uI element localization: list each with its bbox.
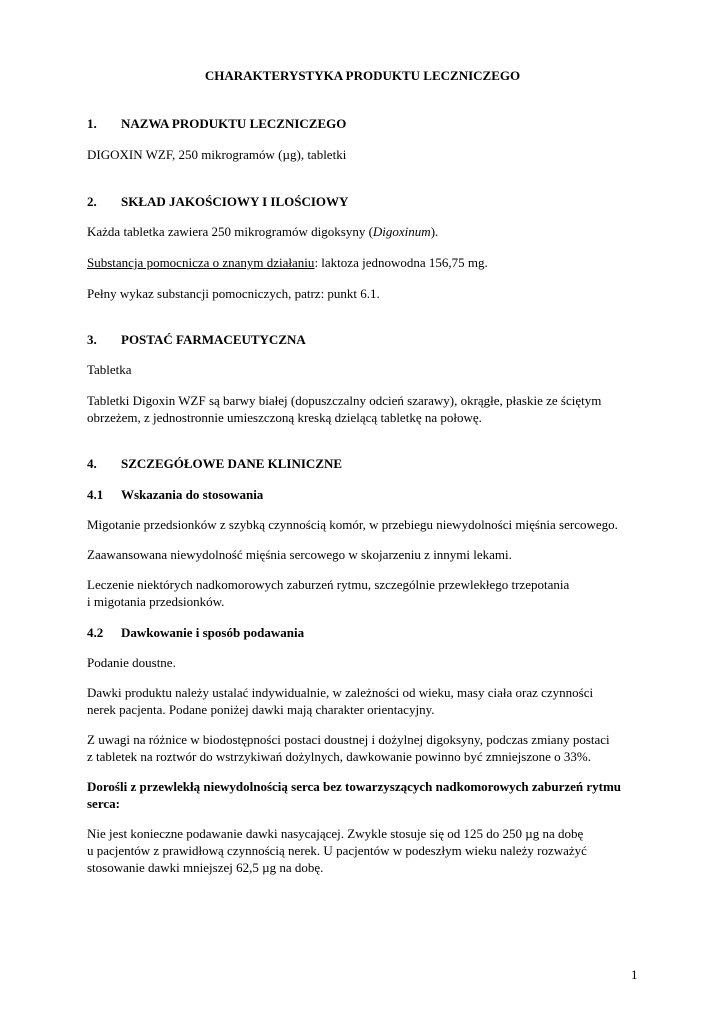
excipient-paragraph [87,254,488,272]
adults-subheading-line-1: Dorośli z przewlekłą niewydolnością serca bez towarzyszących nadkomorowych zaburzeń rytmu [87,779,622,794]
adults-dosing-line-1: Nie jest konieczne podawanie dawki nasycającej. Zwykle stosuje się od 125 do 250 µg na dobę [87,826,584,841]
section-4-2-title: Dawkowanie i sposób podawania [121,625,305,640]
composition-latin-name: Digoxinum [372,224,431,239]
adults-dosing-line-2: u pacjentów z prawidłową czynnością nerek. U pacjentów w podeszłym wieku należy rozważyć [87,843,587,858]
dosing-note-line-1: Dawki produktu należy ustalać indywidualnie, w zależności od wieku, masy ciała oraz czynności [87,685,594,700]
form-description-line-1: Tabletki Digoxin WZF są barwy białej (dopuszczalny odcień szarawy), okrągłe, płaskie ze ściętym [87,393,602,408]
section-2-title: SKŁAD JAKOŚCIOWY I ILOŚCIOWY [121,194,349,209]
section-4-title: SZCZEGÓŁOWE DANE KLINICZNE [121,456,343,471]
adults-subheading-line-2: serca: [87,796,120,811]
indication-3-line-1: Leczenie niektórych nadkomorowych zaburzeń rytmu, szczególnie przewlekłego trzepotania [87,577,570,592]
composition-paragraph [87,223,438,241]
bioavailability-line-2: z tabletek na roztwór do wstrzykiwań dożylnych, dawkowanie powinno być zmniejszone o 33%. [87,749,591,764]
section-3-title: POSTAĆ FARMACEUTYCZNA [121,332,306,347]
section-2-number: 2. [87,194,97,209]
page-number: 1 [631,967,638,982]
excipient-label: Substancja pomocnicza o znanym działaniu [87,255,315,270]
composition-text: Każda tabletka zawiera 250 mikrogramów digoksyny ( [87,224,373,239]
section-3-number: 3. [87,332,97,347]
composition-text-end: ). [430,224,439,239]
section-4-heading [87,455,342,473]
section-2-heading [87,193,348,211]
dosing-note-line-2: nerek pacjenta. Podane poniżej dawki mają charakter orientacyjny. [87,702,435,717]
bioavailability-line-1: Z uwagi na różnice w biodostępności postaci doustnej i dożylnej digoksyny, podczas zmiany postaci [87,732,610,747]
indication-3-line-2: i migotania przedsionków. [87,594,225,609]
section-4-2-heading [87,624,304,642]
form-text: Tabletka [87,362,132,377]
section-1-heading [87,115,346,133]
section-4-1-heading [87,486,263,504]
section-1-title: NAZWA PRODUKTU LECZNICZEGO [121,116,347,131]
section-4-1-title: Wskazania do stosowania [121,487,264,502]
indication-1-text: Migotanie przedsionków z szybką czynnością komór, w przebiegu niewydolności mięśnia sercowego. [87,517,618,532]
document-title: CHARAKTERYSTYKA PRODUKTU LECZNICZEGO [204,68,521,83]
section-1-number: 1. [87,116,97,131]
section-4-1-number: 4.1 [87,487,104,502]
section-4-number: 4. [87,456,97,471]
indication-2-text: Zaawansowana niewydolność mięśnia sercowego w skojarzeniu z innymi lekami. [87,547,512,562]
administration-text: Podanie doustne. [87,655,176,670]
product-name-text: DIGOXIN WZF, 250 mikrogramów (µg), tabletki [87,147,347,162]
form-description-line-2: obrzeżem, z jednostronnie umieszczoną kreską dzielącą tabletkę na połowę. [87,410,482,425]
adults-dosing-line-3: stosowanie dawki mniejszej 62,5 µg na dobę. [87,860,324,875]
excipient-reference-text: Pełny wykaz substancji pomocniczych, patrz: punkt 6.1. [87,286,380,301]
section-4-2-number: 4.2 [87,625,104,640]
excipient-text: : laktoza jednowodna 156,75 mg. [314,255,488,270]
section-3-heading [87,331,306,349]
